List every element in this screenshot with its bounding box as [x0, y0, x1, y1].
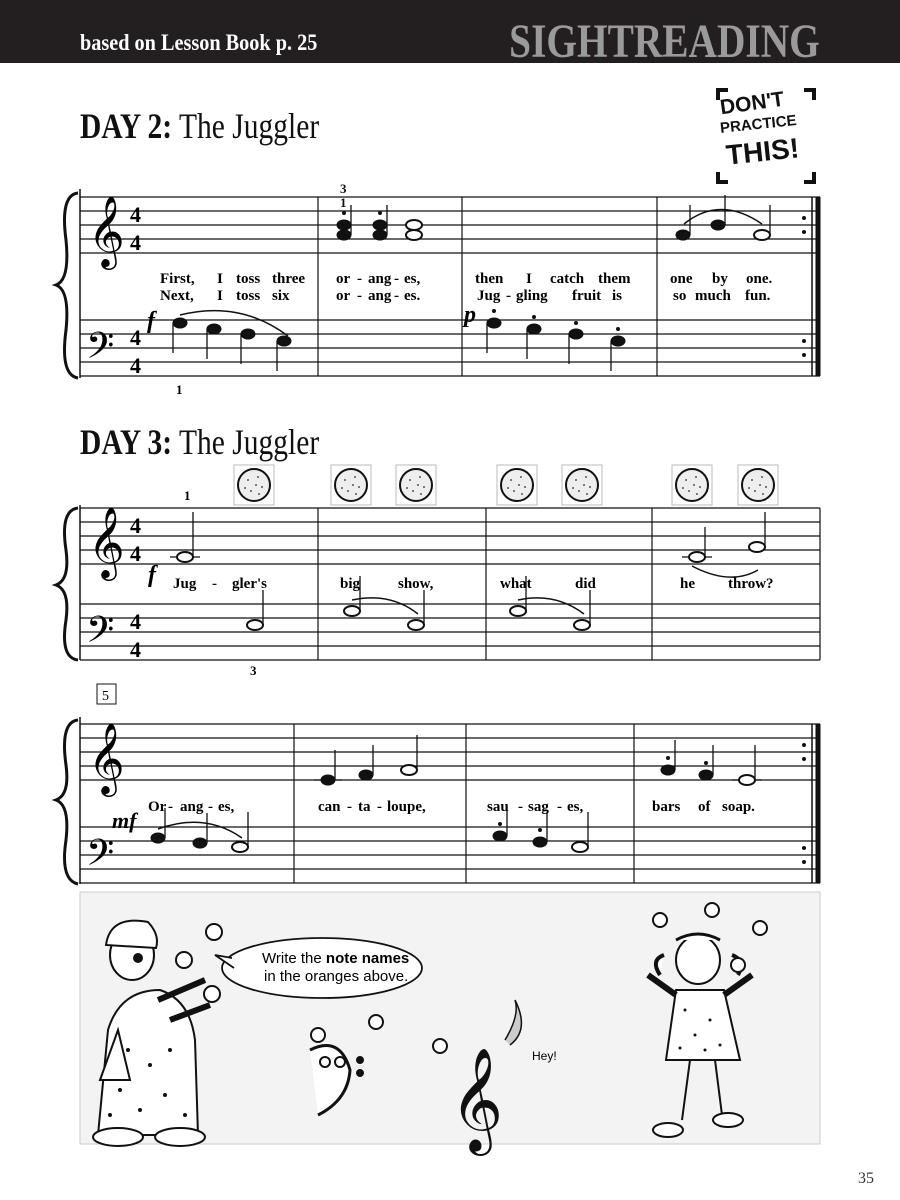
- time-signature-top: 4: [130, 202, 141, 227]
- lyric-syllable: I: [217, 271, 223, 287]
- lyric-syllable: -: [506, 288, 511, 304]
- lyric-syllable: gler's: [232, 576, 267, 592]
- lyric-syllable: sag: [528, 799, 549, 815]
- lyric-syllable: ang: [368, 271, 392, 287]
- time-signature-bottom: 4: [130, 637, 141, 662]
- lyric-syllable: he: [680, 576, 695, 592]
- bass-staff: [80, 320, 820, 376]
- lyric-syllable: -: [394, 288, 399, 304]
- fingering: 1: [340, 195, 347, 210]
- lyric-syllable: soap.: [722, 799, 755, 815]
- lyric-syllable: is: [612, 288, 623, 304]
- lyric-syllable: of: [698, 799, 711, 815]
- lyric-syllable: ang: [180, 799, 204, 815]
- lyric-syllable: or: [336, 288, 351, 304]
- lyric-syllable: -: [518, 799, 523, 815]
- day2-piece-name: The Juggler: [178, 106, 320, 146]
- juggling-illustration: [80, 892, 820, 1156]
- lyric-syllable: -: [347, 799, 352, 815]
- time-signature-bottom: 4: [130, 353, 141, 378]
- lyric-syllable: sau: [487, 799, 509, 815]
- day3-oranges: [234, 465, 778, 505]
- day2-label: DAY 2:: [80, 106, 173, 146]
- lyric-syllable: by: [712, 271, 728, 287]
- lyric-syllable: -: [212, 576, 217, 592]
- orange-answer-box[interactable]: [331, 465, 371, 505]
- lyric-syllable: bars: [652, 799, 681, 815]
- measure-number: 5: [102, 689, 109, 704]
- day3-label: DAY 3:: [80, 422, 173, 462]
- lyric-syllable: toss: [236, 271, 261, 287]
- orange-answer-box[interactable]: [396, 465, 436, 505]
- dynamic-forte: f: [148, 562, 156, 588]
- lyric-syllable: -: [208, 799, 213, 815]
- lyric-syllable: -: [357, 288, 362, 304]
- lyric-syllable: fruit: [572, 288, 602, 304]
- hey-text: Hey!: [532, 1049, 557, 1063]
- fingering: 1: [176, 382, 183, 397]
- lyric-syllable: gling: [516, 288, 548, 304]
- treble-staff: [80, 197, 820, 253]
- lyric-syllable: three: [272, 271, 306, 287]
- lyric-syllable: what: [500, 576, 532, 592]
- lyric-syllable: I: [217, 288, 223, 304]
- lyric-syllable: -: [394, 271, 399, 287]
- orange-answer-box[interactable]: [234, 465, 274, 505]
- lyric-syllable: -: [557, 799, 562, 815]
- day3-lyrics-line2: [148, 799, 755, 815]
- repeat-dots: [802, 216, 806, 357]
- lyric-syllable: -: [377, 799, 382, 815]
- treble-notes: [314, 735, 762, 785]
- treble-clef-icon: 𝄞: [88, 721, 125, 794]
- day3-system-1: [56, 488, 820, 678]
- orange-answer-box[interactable]: [497, 465, 537, 505]
- page-number: 35: [858, 1170, 874, 1187]
- bass-clef-icon: 𝄢: [86, 832, 115, 883]
- lyric-syllable: much: [695, 288, 731, 304]
- lesson-book-reference: based on Lesson Book p. 25: [80, 30, 318, 55]
- fingering: 3: [340, 181, 347, 196]
- orange-answer-box[interactable]: [672, 465, 712, 505]
- grand-staff-brace: [56, 193, 78, 378]
- time-signature-bottom: 4: [130, 541, 141, 566]
- lyric-syllable: catch: [550, 271, 585, 287]
- time-signature-bottom: 4: [130, 230, 141, 255]
- dynamic-piano: p: [464, 302, 476, 328]
- lyric-syllable: loupe,: [387, 799, 426, 815]
- lyric-syllable: es,: [404, 271, 421, 287]
- dynamic-mezzo-forte: mf: [112, 808, 137, 833]
- bass-staff: [80, 827, 820, 883]
- fingering: 1: [184, 488, 191, 503]
- orange-answer-box[interactable]: [562, 465, 602, 505]
- treble-notes: [170, 512, 765, 562]
- lyric-syllable: ang: [368, 288, 392, 304]
- day3-lyrics-line1: [173, 576, 774, 592]
- lyric-syllable: es.: [404, 288, 421, 304]
- lyric-syllable: First,: [160, 271, 195, 287]
- stamp-line-2: PRACTICE: [719, 112, 798, 137]
- lyric-syllable: throw?: [728, 576, 774, 592]
- orange-answer-box[interactable]: [738, 465, 778, 505]
- lyric-syllable: can: [318, 799, 341, 815]
- lyric-syllable: one.: [746, 271, 773, 287]
- lyric-syllable: -: [168, 799, 173, 815]
- lyric-syllable: es,: [567, 799, 584, 815]
- lyric-syllable: Jug: [173, 576, 197, 592]
- treble-clef-icon: 𝄞: [88, 505, 125, 578]
- lyric-syllable: one: [670, 271, 693, 287]
- lyric-syllable: Next,: [160, 288, 194, 304]
- section-title: SIGHTREADING: [509, 15, 820, 68]
- lyric-syllable: then: [475, 271, 504, 287]
- dynamic-forte: f: [147, 308, 155, 334]
- lyric-syllable: or: [336, 271, 351, 287]
- bass-staff: [80, 604, 820, 660]
- time-signature-top: 4: [130, 609, 141, 634]
- time-signature-top: 4: [130, 325, 141, 350]
- day3-piece-name: The Juggler: [178, 422, 320, 462]
- lyric-syllable: six: [272, 288, 290, 304]
- lyric-syllable: did: [575, 576, 596, 592]
- svg-text:𝄞: 𝄞: [450, 1047, 504, 1152]
- lyric-syllable: I: [526, 271, 532, 287]
- lyric-syllable: Jug: [477, 288, 501, 304]
- bubble-text-line1: Write the note names: [262, 950, 410, 967]
- lyric-syllable: es,: [218, 799, 235, 815]
- bass-clef-icon: 𝄢: [86, 325, 115, 376]
- lyric-syllable: fun.: [745, 288, 771, 304]
- lyric-syllable: them: [598, 271, 631, 287]
- stamp-line-1: DON'T: [718, 87, 786, 120]
- grand-staff-brace: [56, 508, 78, 660]
- lyric-syllable: -: [357, 271, 362, 287]
- day3-system-2: [56, 684, 820, 884]
- lyric-syllable: toss: [236, 288, 261, 304]
- stamp-line-3: THIS!: [724, 132, 801, 171]
- lyric-syllable: big: [340, 576, 361, 592]
- bass-clef-icon: 𝄢: [86, 609, 115, 660]
- grand-staff-brace: [56, 720, 78, 884]
- lyric-syllable: show,: [398, 576, 434, 592]
- day2-lyrics-verse1: [160, 271, 773, 287]
- bubble-text-line2: in the oranges above.: [264, 968, 409, 985]
- repeat-dots: [802, 743, 806, 864]
- lyric-syllable: ta: [358, 799, 371, 815]
- fingering: 3: [250, 663, 257, 678]
- treble-clef-icon: 𝄞: [88, 194, 125, 267]
- lyric-syllable: so: [673, 288, 687, 304]
- lyric-syllable: Or: [148, 799, 167, 815]
- time-signature-top: 4: [130, 513, 141, 538]
- day2-system: [56, 181, 820, 397]
